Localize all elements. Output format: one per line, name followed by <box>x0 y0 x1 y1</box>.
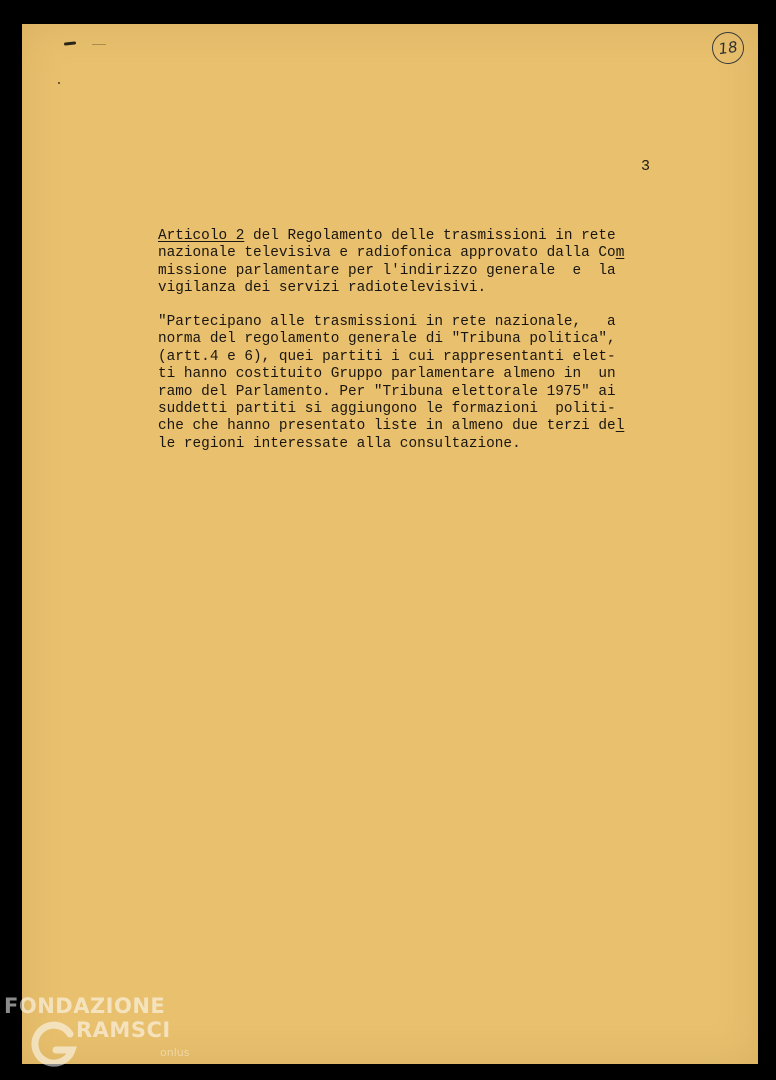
fondazione-gramsci-watermark <box>4 994 204 1074</box>
document-page <box>22 24 758 1064</box>
ink-dot <box>58 82 60 84</box>
paragraph2-line2: norma del regolamento generale di "Tribuna politica", <box>158 331 616 348</box>
archive-number-circle <box>710 30 746 66</box>
paragraph1-line2: nazionale televisiva e radiofonica approvato dalla Co <box>158 245 616 262</box>
page-number: 3 <box>641 158 651 175</box>
watermark-line1: FONDAZIONE <box>4 994 166 1018</box>
paragraph-quotation <box>158 314 638 453</box>
paragraph1-line1: del Regolamento delle trasmissioni in rete <box>244 228 616 244</box>
paragraph1-line4: vigilanza dei servizi radiotelevisivi. <box>158 280 487 297</box>
article-heading: Articolo 2 <box>158 228 245 244</box>
paragraph2-line7-underlined: l <box>615 418 625 435</box>
paragraph2-line8: le regioni interessate alla consultazione. <box>158 435 521 452</box>
paragraph1-line2-underlined: m <box>615 245 625 262</box>
paragraph2-line6: suddetti partiti si aggiungono le formazioni politi- <box>158 401 616 418</box>
paragraph2-line1: "Partecipano alle trasmissioni in rete nazionale, a <box>158 314 616 330</box>
paragraph1-line3: missione parlamentare per l'indirizzo generale e la <box>158 262 616 279</box>
paragraph-article-2 <box>158 228 638 298</box>
paragraph2-line4: ti hanno costituito Gruppo parlamentare almeno in un <box>158 366 616 383</box>
gramsci-g-logo-icon <box>30 1020 78 1068</box>
paragraph2-line5: ramo del Parlamento. Per "Tribuna elettorale 1975" ai <box>158 383 616 400</box>
pencil-dash <box>92 44 106 45</box>
watermark-onlus: onlus <box>160 1046 190 1059</box>
paragraph2-line7: che che hanno presentato liste in almeno due terzi de <box>158 418 616 435</box>
pencil-mark <box>64 41 76 45</box>
paragraph2-line3: (artt.4 e 6), quei partiti i cui rappresentanti elet- <box>158 348 616 365</box>
archive-number: 18 <box>717 37 739 59</box>
watermark-line2: RAMSCI <box>76 1018 171 1042</box>
